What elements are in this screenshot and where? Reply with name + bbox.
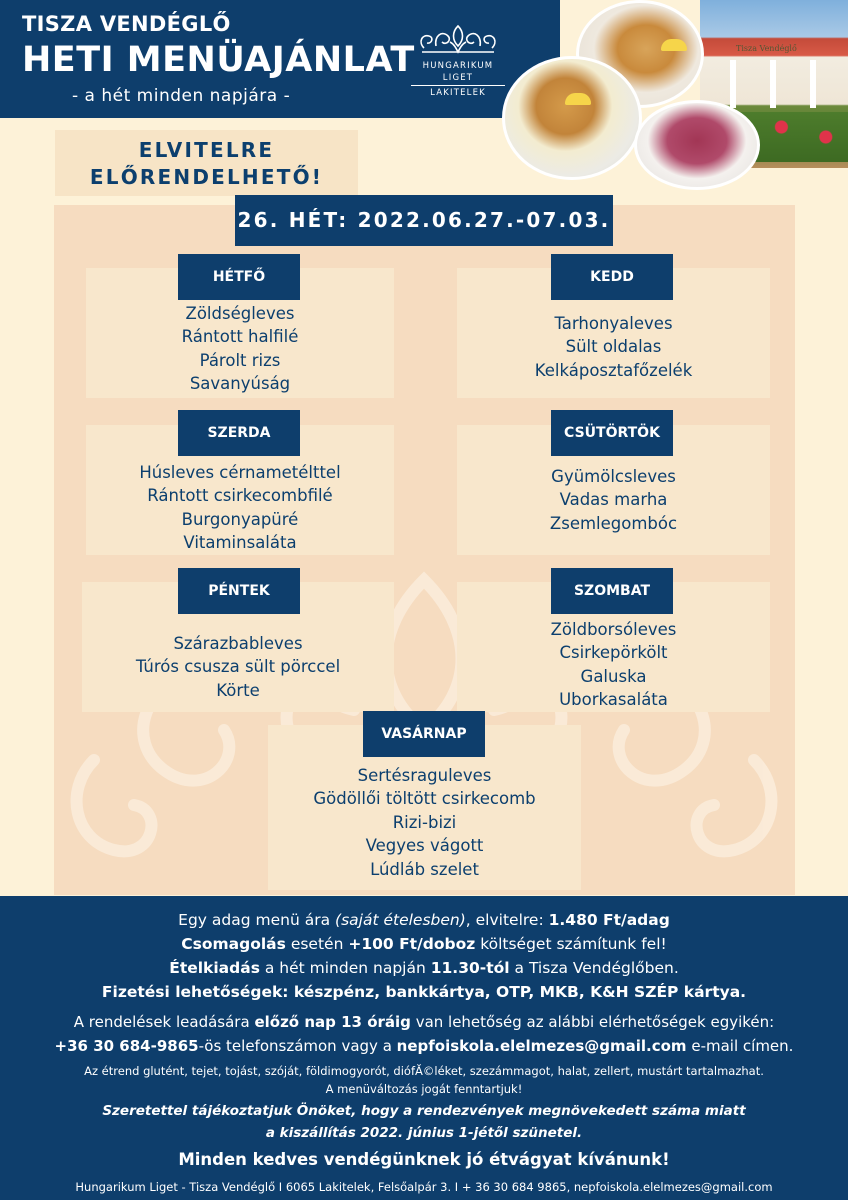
menu-list-wednesday — [86, 461, 394, 555]
menu-item: Lúdláb szelet — [370, 859, 479, 879]
menu-item: Sertésraguleves — [357, 766, 492, 785]
day-label-friday: PÉNTEK — [178, 568, 300, 614]
page-title: HETI MENÜAJÁNLAT — [22, 40, 415, 80]
menu-item: Gödöllői töltött csirkecomb — [313, 789, 536, 809]
page-subtitle: - a hét minden napjára - — [72, 86, 291, 106]
menu-list-saturday — [457, 618, 770, 712]
serving-line: Ételkiadás a hét minden napján 11.30-tól a Tisza Vendéglőben. — [169, 959, 679, 977]
contact-line: +36 30 684-9865-ös telefonszámon vagy a nepfoiskola.elelmezes@gmail.com e-mail címen. — [54, 1037, 794, 1055]
menu-list-monday — [86, 302, 394, 396]
menu-item: Vitaminsaláta — [183, 533, 297, 553]
day-label-saturday: SZOMBAT — [551, 568, 673, 614]
day-label-monday: HÉTFŐ — [178, 254, 300, 300]
takeaway-line2: ELŐRENDELHETŐ! — [89, 165, 324, 189]
phone-number[interactable]: +36 30 684-9865 — [54, 1037, 199, 1055]
menu-item: Körte — [216, 680, 260, 700]
building-column — [770, 60, 776, 108]
ornament-icon — [416, 22, 500, 56]
day-label-thursday: CSÜTÖRTÖK — [551, 410, 673, 456]
menu-item: Zöldségleves — [185, 304, 295, 323]
menu-item: Párolt rizs — [199, 350, 281, 370]
building-column — [810, 60, 816, 108]
menu-item: Zsemlegombóc — [549, 513, 678, 533]
menu-item: Zöldborsóleves — [550, 620, 677, 639]
price-line: Egy adag menü ára (saját ételesben), elvitelre: 1.480 Ft/adag — [178, 911, 670, 929]
hungarikum-liget-logo — [408, 22, 508, 98]
fruit-soup-photo — [634, 100, 760, 190]
lemon-slice — [661, 39, 687, 51]
menu-item: Burgonyapüré — [181, 509, 299, 529]
logo-text-line2: LAKITELEK — [430, 88, 486, 98]
building-sign: Tisza Vendéglő — [736, 44, 797, 53]
day-label-tuesday: KEDD — [551, 254, 673, 300]
allergen-notice: Az étrend glutént, tejet, tojást, szóját, földimogyorót, diófĂ©léket, szezámmagot, halat, zellert, mustárt tartalmazhat. — [84, 1064, 764, 1078]
menu-item: Gyümölcsleves — [551, 467, 676, 486]
packaging-line: Csomagolás esetén +100 Ft/doboz költséget számítunk fel! — [181, 935, 667, 953]
menu-change-notice: A menüváltozás jogát fenntartjuk! — [325, 1082, 523, 1096]
menu-item: Rántott halfilé — [181, 327, 299, 347]
footer-info — [0, 896, 848, 1200]
menu-item: Rántott csirkecombfilé — [147, 486, 333, 506]
takeaway-banner — [55, 130, 358, 196]
day-label-wednesday: SZERDA — [178, 410, 300, 456]
menu-item: Csirkepörkölt — [559, 643, 668, 663]
menu-item: Kelkáposztafőzelék — [534, 360, 693, 380]
menu-item: Vadas marha — [559, 490, 668, 510]
menu-list-tuesday — [457, 312, 770, 382]
menu-item: Rizi-bizi — [392, 812, 457, 832]
day-label-sunday: VASÁRNAP — [363, 711, 485, 757]
lemon-slice — [565, 93, 591, 105]
schnitzel-plate-photo — [502, 56, 642, 180]
logo-divider — [411, 85, 505, 86]
menu-list-thursday — [457, 465, 770, 535]
menu-list-friday — [82, 632, 394, 702]
address-line: Hungarikum Liget - Tisza Vendéglő I 6065 Lakitelek, Felsőalpár 3. I + 36 30 684 9865, nepfoiskola.elelmezes@gmail.com — [75, 1180, 773, 1194]
menu-item: Galuska — [580, 666, 647, 686]
menu-item: Tarhonyaleves — [554, 314, 673, 333]
delivery-notice-line2: a kiszállítás 2022. június 1-jétől szünetel. — [265, 1125, 583, 1141]
menu-item: Uborkasaláta — [559, 690, 668, 710]
menu-list-sunday — [268, 764, 581, 881]
menu-item: Szárazbableves — [173, 634, 303, 653]
menu-item: Húsleves cérnametélttel — [139, 463, 341, 482]
menu-item: Vegyes vágott — [365, 836, 484, 856]
takeaway-line1: ELVITELRE — [138, 138, 275, 162]
building-column — [730, 60, 736, 108]
delivery-notice-line1: Szeretettel tájékoztatjuk Önöket, hogy a rendezvények megnövekedett száma miatt — [102, 1103, 746, 1119]
menu-item: Sült oldalas — [565, 337, 662, 357]
payment-line: Fizetési lehetőségek: készpénz, bankkártya, OTP, MKB, K&H SZÉP kártya. — [101, 983, 747, 1001]
restaurant-name: TISZA VENDÉGLŐ — [22, 12, 231, 36]
closing-wish: Minden kedves vendégünknek jó étvágyat kívánunk! — [178, 1150, 670, 1169]
week-date-banner: 26. HÉT: 2022.06.27.-07.03. — [235, 195, 613, 246]
email-link[interactable]: nepfoiskola.elelmezes@gmail.com — [396, 1037, 687, 1055]
logo-text-line1: HUNGARIKUM LIGET — [422, 61, 494, 83]
menu-item: Túrós csusza sült pörccel — [135, 657, 341, 677]
menu-item: Savanyúság — [189, 374, 291, 394]
order-line: A rendelések leadására előző nap 13 óráig van lehetőség az alábbi elérhetőségek egyikén: — [73, 1013, 775, 1031]
